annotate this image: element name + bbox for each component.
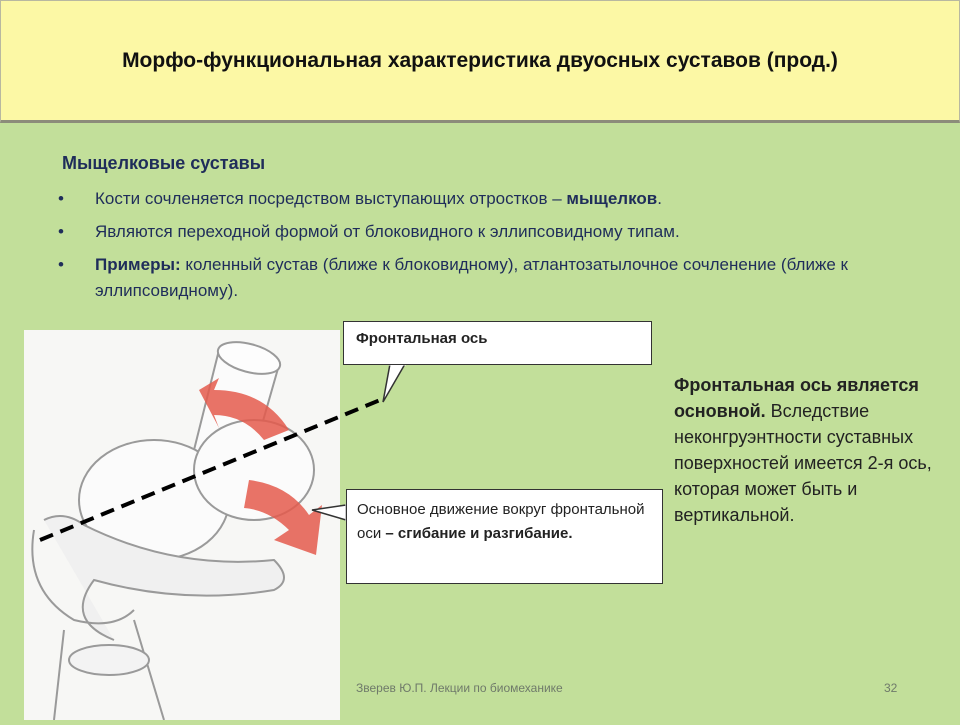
footer-author: Зверев Ю.П. Лекции по биомеханике xyxy=(356,681,563,695)
motion-callout-pointer xyxy=(312,505,346,520)
frontal-axis-label: Фронтальная ось xyxy=(356,330,488,347)
section-subtitle: Мыщелковые суставы xyxy=(62,153,266,173)
page-number: 32 xyxy=(884,681,898,695)
callout-pointer xyxy=(383,364,405,402)
slide-title: Морфо-функциональная характеристика двуосных суставов (прод.) xyxy=(122,48,838,72)
bullet-item: • Примеры: коленный сустав (ближе к блоковидному), атлантозатылочное сочленение (ближе к эллипсовидному). xyxy=(58,252,878,304)
motion-callout: Основное движение вокруг фронтальной оси – сгибание и разгибание. xyxy=(346,489,663,584)
frontal-axis-line xyxy=(40,398,385,540)
bullet-item: • Являются переходной формой от блоковидного к эллипсовидному типам. xyxy=(58,219,878,245)
frontal-axis-callout xyxy=(343,321,652,365)
side-explanation: Фронтальная ось является основной. Вследствие неконгруэнтности суставных поверхностей имеется 2-я ось, которая может быть и вертикальной. xyxy=(674,375,932,525)
bullet-item: • Кости сочленяется посредством выступающих отростков – мыщелков. xyxy=(58,186,878,212)
